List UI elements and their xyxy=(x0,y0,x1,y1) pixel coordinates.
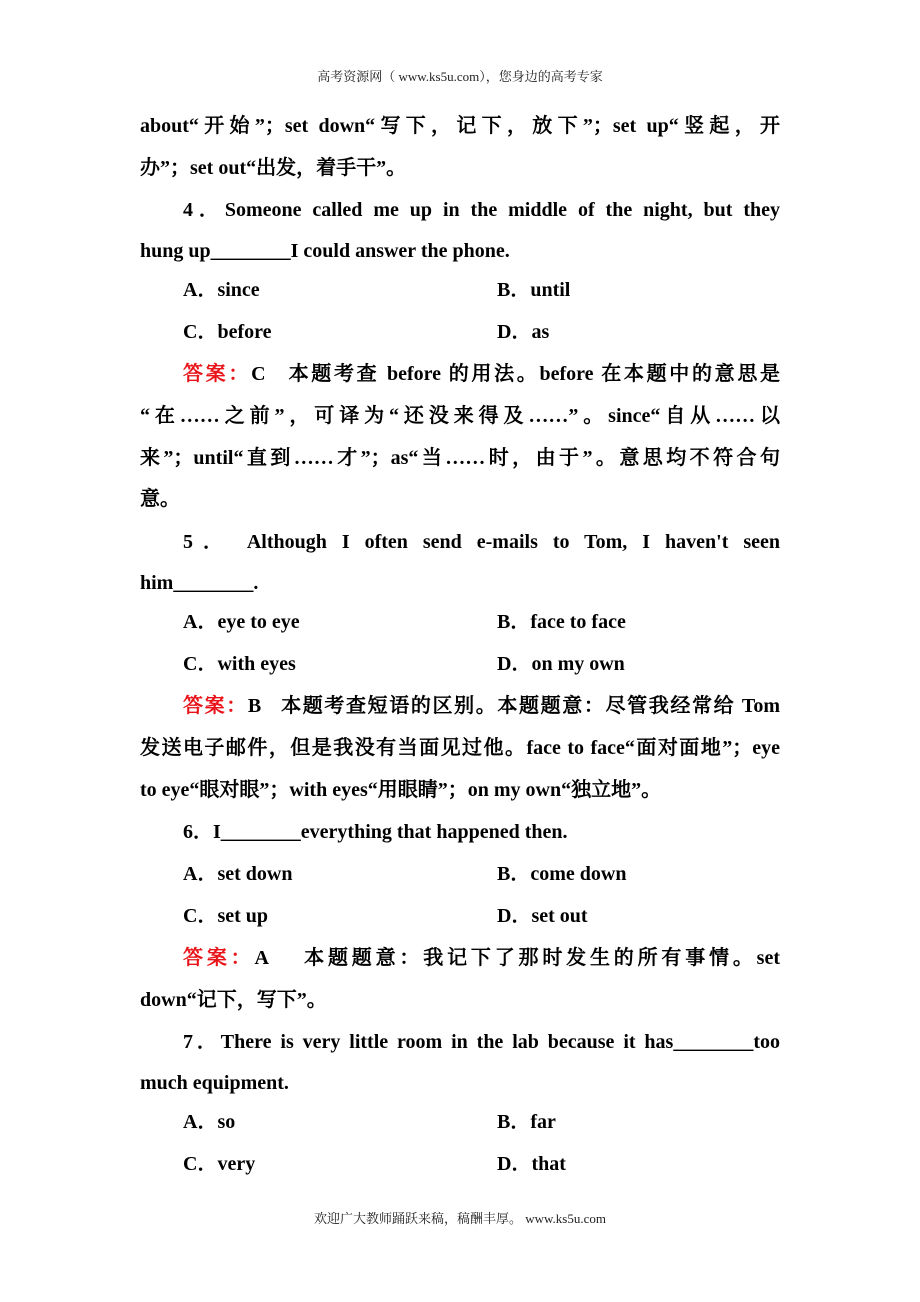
option-a: A．since xyxy=(183,279,260,301)
answer-letter: B xyxy=(247,695,262,717)
question-5-cont: him________. xyxy=(140,572,259,594)
page-header: 高考资源网（ www.ks5u.com），您身边的高考专家 xyxy=(317,69,603,84)
option-b: B．face to face xyxy=(497,611,626,633)
explanation-line: “在……之前”，可译为“还没来得及……”。since“自从……以 xyxy=(140,405,780,427)
page-footer: 欢迎广大教师踊跃来稿，稿酬丰厚。 www.ks5u.com xyxy=(313,1211,606,1226)
explanation: 本题题意：我记下了那时发生的所有事情。set xyxy=(304,947,780,969)
answer-5 xyxy=(183,692,780,720)
option-c: C．before xyxy=(183,321,272,343)
question-6: 6．I________everything that happened then. xyxy=(183,821,568,843)
explanation-line: 意。 xyxy=(140,488,180,510)
answer-label: 答案： xyxy=(183,695,248,717)
explanation-line: 发送电子邮件，但是我没有当面见过他。face to face“面对面地”；eye xyxy=(140,737,780,759)
option-b: B．until xyxy=(497,279,571,301)
option-a: A．so xyxy=(183,1111,236,1133)
option-a: A．set down xyxy=(183,863,293,885)
answer-letter: C xyxy=(251,363,266,385)
option-b: B．far xyxy=(497,1111,556,1133)
explanation-line: 来”；until“直到……才”；as“当……时，由于”。意思均不符合句 xyxy=(140,447,780,469)
option-b: B．come down xyxy=(497,863,627,885)
option-c: C．very xyxy=(183,1153,256,1175)
question-7-cont: much equipment. xyxy=(140,1072,289,1094)
answer-label: 答案： xyxy=(183,363,252,385)
explanation-line: to eye“眼对眼”；with eyes“用眼睛”；on my own“独立地”。 xyxy=(140,779,662,801)
explanation: 本题考查 before 的用法。before 在本题中的意思是 xyxy=(288,363,781,385)
explanation-line: down“记下，写下”。 xyxy=(140,989,327,1011)
option-d: D．set out xyxy=(497,905,588,927)
text-line: about“开始”；set down“写下，记下，放下”；set up“竖起，开 xyxy=(140,115,780,137)
option-d: D．as xyxy=(497,321,550,343)
answer-4 xyxy=(183,360,780,388)
answer-6 xyxy=(183,944,780,972)
question-4: 4．Someone called me up in the middle of the night, but they xyxy=(183,199,780,221)
option-a: A．eye to eye xyxy=(183,611,300,633)
question-4-cont: hung up________I could answer the phone. xyxy=(140,240,510,262)
answer-letter: A xyxy=(254,947,269,969)
option-c: C．with eyes xyxy=(183,653,296,675)
text-line: 办”；set out“出发，着手干”。 xyxy=(140,157,407,179)
answer-label: 答案： xyxy=(183,947,255,969)
option-d: D．on my own xyxy=(497,653,625,675)
explanation: 本题考查短语的区别。本题题意：尽管我经常给 Tom xyxy=(281,695,780,717)
question-5: 5． Although I often send e-mails to Tom, I haven't seen xyxy=(183,531,780,553)
option-d: D．that xyxy=(497,1153,566,1175)
question-7: 7．There is very little room in the lab because it has________too xyxy=(183,1031,780,1053)
option-c: C．set up xyxy=(183,905,269,927)
